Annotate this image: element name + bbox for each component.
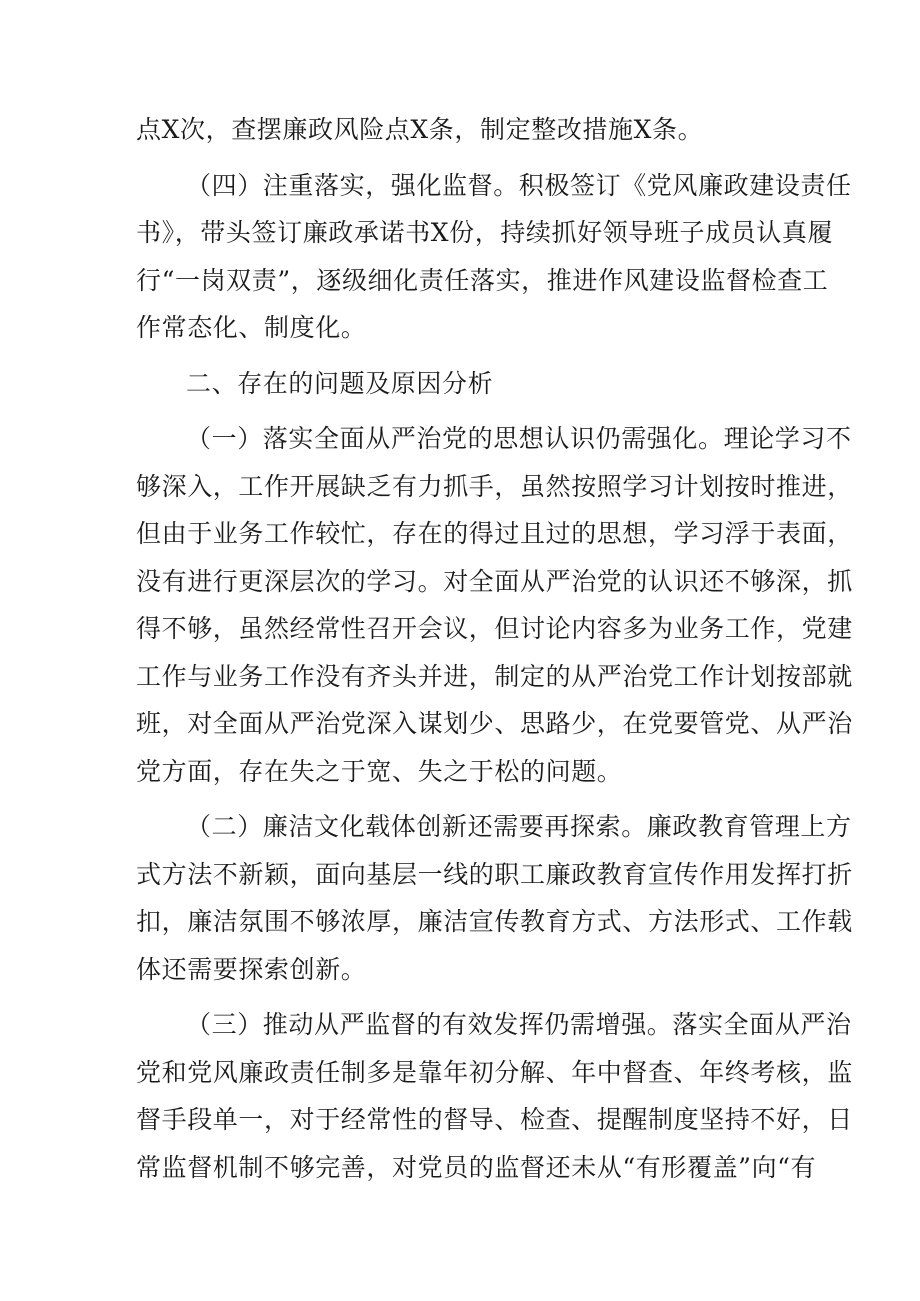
- text-line: 督手段单一，对于经常性的督导、检查、提醒制度坚持不好，日: [136, 1105, 853, 1134]
- text-line: （四）注重落实，强化监督。积极签订《党风廉政建设责任: [186, 170, 852, 200]
- paragraph-continuation: [136, 106, 796, 154]
- text-line: 书》，带头签订廉政承诺书X份，持续抓好领导班子成员认真履: [136, 218, 834, 247]
- text-line: 作常态化、制度化。: [136, 313, 367, 342]
- section-heading-two: [136, 360, 796, 408]
- text-line: 扣，廉洁氛围不够浓厚，廉洁宣传教育方式、方法形式、工作载: [136, 907, 853, 936]
- text-line: 但由于业务工作较忙，存在的得过且过的思想，学习浮于表面，: [136, 519, 853, 548]
- text-line: 党方面，存在失之于宽、失之于松的问题。: [136, 756, 623, 786]
- text-line: 点X次，查摆廉政风险点X条，制定整改措施X条。: [136, 115, 704, 144]
- text-line: （三）推动从严监督的有效发挥仍需增强。落实全面从严治: [186, 1010, 852, 1039]
- text-line: 式方法不新颖，面向基层一线的职工廉政教育宣传作用发挥打折: [136, 859, 853, 889]
- text-line: 体还需要探索创新。: [136, 954, 367, 984]
- text-line: 得不够，虽然经常性召开会议，但讨论内容多为业务工作，党建: [136, 614, 853, 643]
- text-line: 常监督机制不够完善，对党员的监督还未从“有形覆盖”向“有: [136, 1152, 817, 1182]
- text-line: 班，对全面从严治党深入谋划少、思路少，在党要管党、从严治: [136, 709, 853, 738]
- paragraph-two: [136, 803, 853, 993]
- text-line: 党和党风廉政责任制多是靠年初分解、年中督查、年终考核，监: [136, 1057, 853, 1087]
- paragraph-one: [136, 415, 853, 795]
- text-line: 没有进行更深层次的学习。对全面从严治党的认识还不够深，抓: [136, 566, 853, 596]
- text-line: 工作与业务工作没有齐头并进，制定的从严治党工作计划按部就: [136, 661, 853, 691]
- text-line: 够深入，工作开展缺乏有力抓手，虽然按照学习计划按时推进，: [136, 471, 853, 501]
- section-heading: 二、存在的问题及原因分析: [186, 368, 494, 398]
- paragraph-four: [136, 162, 852, 352]
- document-body: [136, 106, 853, 1191]
- text-line: （一）落实全面从严治党的思想认识仍需强化。理论学习不: [186, 424, 852, 453]
- text-line: 行“一岗双责”，逐级细化责任落实，推进作风建设监督检查工: [136, 265, 829, 295]
- text-line: （二）廉洁文化载体创新还需要再探索。廉政教育管理上方: [186, 812, 852, 841]
- paragraph-three: [136, 1001, 853, 1191]
